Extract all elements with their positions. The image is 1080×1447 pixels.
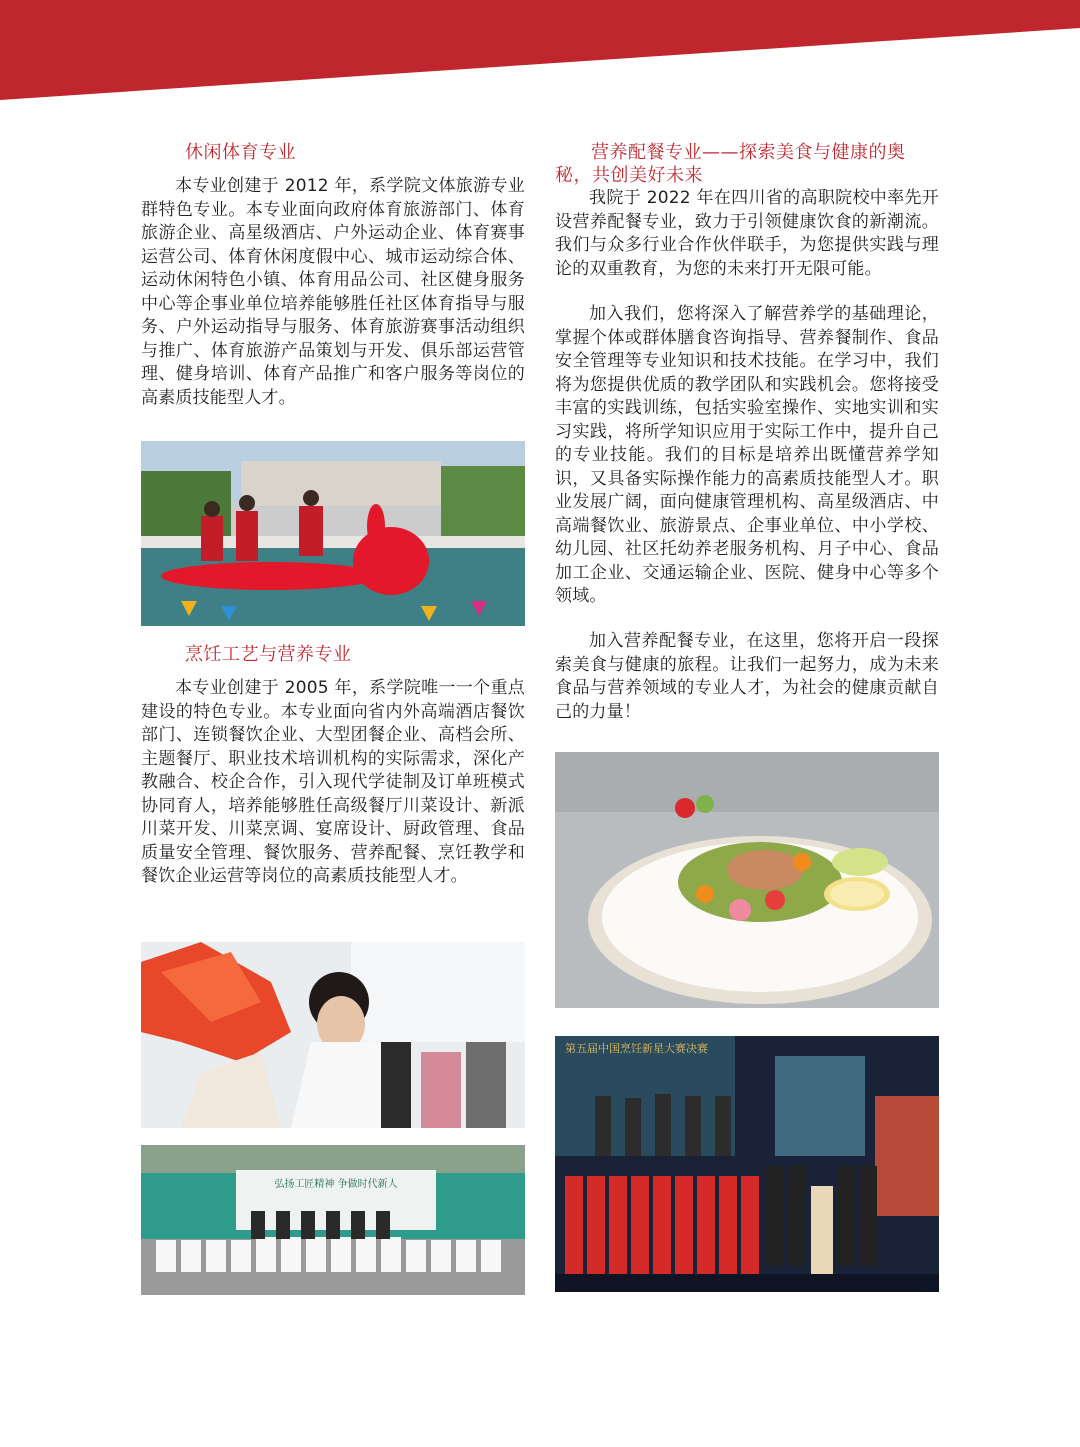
chefs-group-photo [141, 1145, 525, 1295]
section-body-culinary: 本专业创建于 2005 年，系学院唯一一个重点建设的特色专业。本专业面向省内外高端酒店餐饮部门、连锁餐饮企业、大型团餐企业、高档会所、主题餐厅、职业技术培训机构的实际需求，深化产教融合、校企合作，引入现代学徒制及订单班模式协同育人，培养能够胜任高级餐厅川菜设计、新派川菜开发、川菜烹调、宴席设计、厨政管理、食品质量安全管理、餐饮服务、营养配餐、烹饪教学和餐饮企业运营等岗位的高素质技能型人才。 [141, 678, 525, 886]
inflatable-race-photo [141, 441, 525, 626]
section-heading-nutrition: 营养配餐专业——探索美食与健康的奥秘，共创美好未来 [555, 142, 906, 186]
group-banner-text: 弘扬工匠精神 争做时代新人 [274, 1179, 398, 1190]
nutrition-paragraph-2: 加入我们，您将深入了解营养学的基础理论，掌握个体或群体膳食咨询指导、营养餐制作、食品安全管理等专业知识和技术技能。在学习中，我们将为您提供优质的教学团队和实践机会。您将接受丰富的实践训练，包括实验室操作、实地实训和实习实践，将所学知识应用于实际工作中，提升自己的专业技能。我们的目标是培养出既懂营养学知识，又具备实际操作能力的高素质技能型人才。职业发展广阔，面向健康管理机构、高星级酒店、中高端餐饮业、旅游景点、企事业单位、中小学校、幼儿园、社区托幼养老服务机构、月子中心、食品加工企业、交通运输企业、医院、健身中心等多个领域。 [555, 304, 939, 606]
nutrition-paragraph-3: 加入营养配餐专业，在这里，您将开启一段探索美食与健康的旅程。让我们一起努力，成为未来食品与营养领域的专业人才，为社会的健康贡献自己的力量！ [555, 631, 939, 722]
section-body-leisure-sports: 本专业创建于 2012 年，系学院文体旅游专业群特色专业。本专业面向政府体育旅游部门、体育旅游企业、高星级酒店、户外运动企业、体育赛事运营公司、体育休闲度假中心、城市运动综合体、运动休闲特色小镇、体育用品公司、社区健身服务中心等企事业单位培养能够胜任社区体育指导与服务、户外运动指导与服务、体育旅游赛事活动组织与推广、体育旅游产品策划与开发、俱乐部运营管理、健身培训、体育产品推广和客户服务等岗位的高素质技能型人才。 [141, 176, 525, 408]
food-carving-photo [141, 942, 525, 1128]
section-heading-leisure-sports: 休闲体育专业 [185, 142, 296, 163]
stage-banner-text: 第五届中国烹饪新星大赛决赛 [565, 1042, 708, 1055]
top-red-banner [0, 0, 1080, 110]
nutrition-paragraph-1: 我院于 2022 年在四川省的高职院校中率先开设营养配餐专业，致力于引领健康饮食的新潮流。我们与众多行业合作伙伴联手，为您提供实践与理论的双重教育，为您的未来打开无限可能。 [555, 188, 939, 279]
section-heading-culinary: 烹饪工艺与营养专业 [185, 644, 352, 665]
stage-chorus-photo [555, 1036, 939, 1292]
salad-dish-photo [555, 752, 939, 1008]
